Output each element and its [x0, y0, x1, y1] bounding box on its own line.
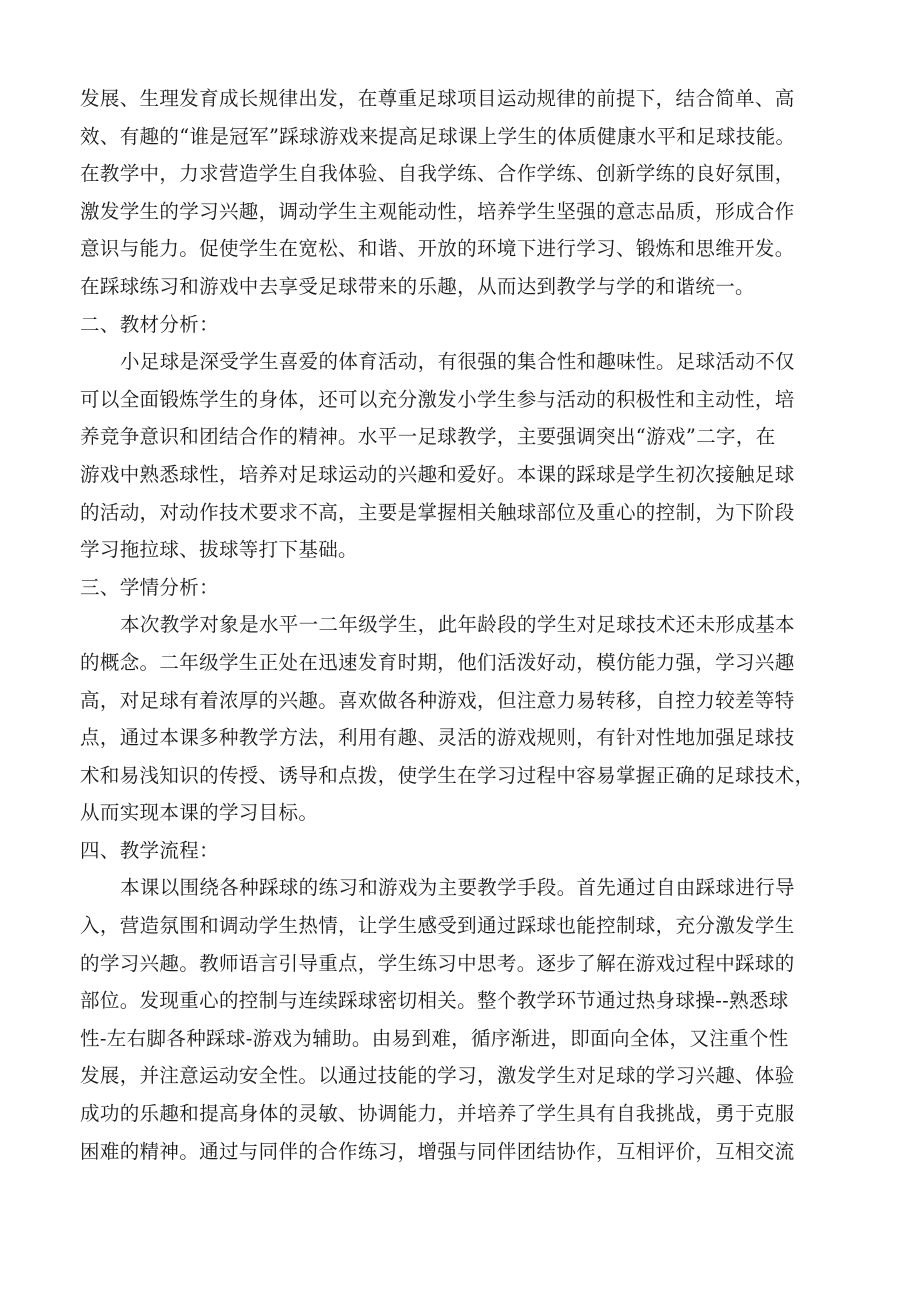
paragraph-line: 术和易浅知识的传授、诱导和点拨，使学生在学习过程中容易掌握正确的足球技术， [80, 763, 815, 787]
paragraph-line: 本次教学对象是水平一二年级学生，此年龄段的学生对足球技术还未形成基本 [120, 613, 795, 637]
paragraph-line: 高，对足球有着浓厚的兴趣。喜欢做各种游戏，但注意力易转移，自控力较差等特 [80, 688, 795, 712]
paragraph-line: 的活动，对动作技术要求不高，主要是掌握相关触球部位及重心的控制，为下阶段 [80, 500, 795, 524]
section-heading-materials: 二、教材分析： [80, 312, 219, 336]
paragraph-line: 本课以围绕各种踩球的练习和游戏为主要教学手段。首先通过自由踩球进行导 [120, 876, 795, 900]
paragraph-line: 入，营造氛围和调动学生热情，让学生感受到通过踩球也能控制球，充分激发学生 [80, 914, 795, 938]
paragraph-line: 在教学中，力求营造学生自我体验、自我学练、合作学练、创新学练的良好氛围， [80, 162, 795, 186]
paragraph-line: 意识与能力。促使学生在宽松、和谐、开放的环境下进行学习、锻炼和思维开发。 [80, 237, 795, 261]
paragraph-line: 小足球是深受学生喜爱的体育活动，有很强的集合性和趣味性。足球活动不仅 [120, 350, 795, 374]
paragraph-line: 学习拖拉球、拔球等打下基础。 [80, 538, 358, 562]
paragraph-line: 游戏中熟悉球性，培养对足球运动的兴趣和爱好。本课的踩球是学生初次接触足球 [80, 462, 795, 486]
paragraph-line: 困难的精神。通过与同伴的合作练习，增强与同伴团结协作，互相评价，互相交流 [80, 1139, 795, 1163]
paragraph-line: 养竞争意识和团结合作的精神。水平一足球教学，主要强调突出“游戏”二字，在 [80, 425, 776, 449]
paragraph-line: 发展，并注意运动安全性。以通过技能的学习，激发学生对足球的学习兴趣、体验 [80, 1064, 795, 1088]
section-heading-students: 三、学情分析： [80, 575, 219, 599]
paragraph-line: 的学习兴趣。教师语言引导重点，学生练习中思考。逐步了解在游戏过程中踩球的 [80, 951, 795, 975]
paragraph-line: 的概念。二年级学生正处在迅速发育时期，他们活泼好动，模仿能力强，学习兴趣 [80, 650, 795, 674]
paragraph-line: 激发学生的学习兴趣，调动学生主观能动性，培养学生坚强的意志品质，形成合作 [80, 199, 795, 223]
paragraph-line: 从而实现本课的学习目标。 [80, 801, 319, 825]
paragraph-line: 可以全面锻炼学生的身体，还可以充分激发小学生参与活动的积极性和主动性，培 [80, 387, 795, 411]
paragraph-line: 在踩球练习和游戏中去享受足球带来的乐趣，从而达到教学与学的和谐统一。 [80, 274, 755, 298]
paragraph-line: 效、有趣的“谁是冠军”踩球游戏来提高足球课上学生的体质健康水平和足球技能。 [80, 124, 796, 148]
paragraph-line: 部位。发现重心的控制与连续踩球密切相关。整个教学环节通过热身球操--熟悉球 [80, 989, 789, 1013]
paragraph-line: 点，通过本课多种教学方法，利用有趣、灵活的游戏规则，有针对性地加强足球技 [80, 726, 795, 750]
section-heading-process: 四、教学流程： [80, 838, 219, 862]
paragraph-line: 成功的乐趣和提高身体的灵敏、协调能力，并培养了学生具有自我挑战，勇于克服 [80, 1102, 795, 1126]
paragraph-line: 发展、生理发育成长规律出发，在尊重足球项目运动规律的前提下，结合简单、高 [80, 87, 795, 110]
document-page [80, 80, 860, 1170]
paragraph-line: 性-左右脚各种踩球-游戏为辅助。由易到难，循序渐进，即面向全体，又注重个性 [80, 1026, 789, 1050]
